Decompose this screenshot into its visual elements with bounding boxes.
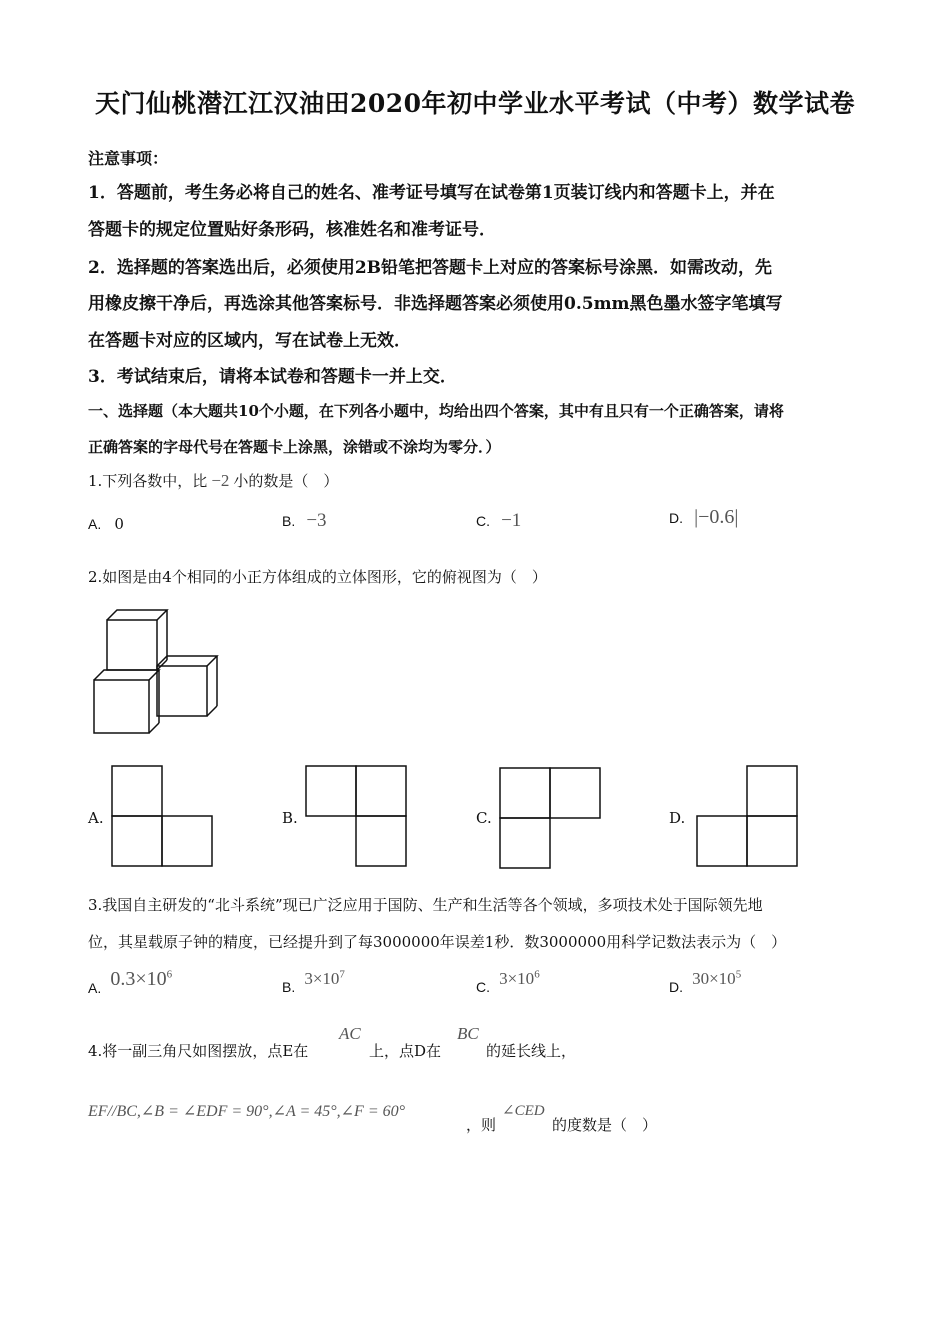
- q2-option-b-figure: [304, 764, 410, 868]
- question-4-tail: 的度数是（ ）: [552, 1116, 658, 1134]
- section-heading-line-1: 一、选择题（本大题共10个小题，在下列各小题中，均给出四个答案，其中有且只有一个正确答案，请将: [88, 402, 784, 420]
- option-exponent: 5: [735, 968, 742, 980]
- q3-option-b[interactable]: [282, 968, 345, 995]
- notice-heading: 注意事项：: [88, 149, 169, 168]
- option-letter: A.: [88, 516, 102, 532]
- notice-line-2b: 用橡皮擦干净后，再选涂其他答案标号．非选择题答案必须使用0.5mm黑色墨水签字笔填写: [88, 294, 783, 314]
- option-letter: D.: [669, 978, 683, 995]
- q3-option-a[interactable]: [88, 968, 173, 996]
- cube-figure: [88, 600, 228, 740]
- option-letter: A.: [88, 980, 102, 996]
- angle-ced: ∠CED: [502, 1103, 545, 1119]
- notice-line-1a: 1．答题前，考生务必将自己的姓名、准考证号填写在试卷第1页装订线内和答题卡上，并在: [88, 183, 775, 203]
- notice-line-1b: 答题卡的规定位置贴好条形码，核准姓名和准考证号．: [88, 220, 496, 240]
- q1-option-c[interactable]: [476, 510, 521, 532]
- option-letter: C.: [476, 978, 490, 995]
- q3-option-d[interactable]: [669, 968, 742, 995]
- option-letter: D.: [669, 510, 683, 526]
- question-3-line-1: 3.我国自主研发的“北斗系统”现已广泛应用于国防、生产和生活等各个领域，多项技术处于国际领先地: [88, 896, 763, 914]
- option-base: 30×10: [692, 968, 736, 988]
- question-1-suffix: 小的数是（ ）: [233, 472, 339, 490]
- option-base: 3×10: [304, 968, 340, 988]
- section-heading-line-2: 正确答案的字母代号在答题卡上涂黑，涂错或不涂均为零分．）: [88, 438, 501, 456]
- question-4-suffix: 的延长线上，: [486, 1042, 577, 1060]
- q2-option-b-label[interactable]: B.: [282, 809, 298, 827]
- notice-line-2a: 2．选择题的答案选出后，必须使用2B铅笔把答题卡上对应的答案标号涂黑．如需改动，先: [88, 258, 773, 278]
- notice-line-2c: 在答题卡对应的区域内，写在试卷上无效．: [88, 331, 411, 351]
- question-3-line-2: 位，其星载原子钟的精度，已经提升到了每3000000年误差1秒．数3000000用科学记数法表示为（ ）: [88, 933, 787, 951]
- q1-option-b[interactable]: [282, 510, 327, 532]
- question-4-then: ，则: [466, 1116, 497, 1134]
- option-base: 0.3×10: [110, 968, 167, 990]
- q2-option-a-label[interactable]: A.: [88, 809, 104, 827]
- option-letter: C.: [476, 513, 490, 529]
- option-value: −3: [306, 510, 327, 531]
- q2-option-d-figure: [695, 764, 801, 868]
- question-4-prefix: 4.将一副三角尺如图摆放，点E在: [88, 1042, 309, 1060]
- question-2: 2.如图是由4个相同的小正方体组成的立体图形，它的俯视图为（ ）: [88, 568, 547, 586]
- option-exponent: 6: [166, 968, 173, 981]
- segment-bc: BC: [457, 1024, 479, 1043]
- option-letter: B.: [282, 978, 296, 995]
- question-1-math: −2: [211, 471, 230, 490]
- q3-option-c[interactable]: [476, 968, 540, 995]
- q2-option-c-label[interactable]: C.: [476, 809, 492, 827]
- question-1-prefix: 1.下列各数中，比: [88, 472, 208, 490]
- option-value: |−0.6|: [694, 506, 739, 528]
- option-exponent: 6: [534, 968, 540, 980]
- page-title: 天门仙桃潜江江汉油田2020年初中学业水平考试（中考）数学试卷: [94, 89, 856, 118]
- notice-line-3: 3．考试结束后，请将本试卷和答题卡一并上交．: [88, 367, 457, 387]
- option-letter: B.: [282, 513, 296, 529]
- question-4-mid: 上，点D在: [369, 1042, 442, 1060]
- q2-option-c-figure: [498, 766, 604, 870]
- question-4-formula: EF//BC,∠B = ∠EDF = 90°,∠A = 45°,∠F = 60°: [88, 1103, 406, 1120]
- question-1: [88, 470, 338, 491]
- option-value: −1: [501, 510, 522, 531]
- q1-option-a[interactable]: [88, 514, 124, 533]
- q2-option-d-label[interactable]: D.: [669, 809, 686, 827]
- option-exponent: 7: [339, 968, 345, 980]
- option-value: 0: [114, 515, 124, 533]
- q2-option-a-figure: [110, 764, 216, 868]
- option-base: 3×10: [499, 968, 535, 988]
- segment-ac: AC: [339, 1024, 361, 1043]
- q1-option-d[interactable]: [669, 506, 738, 529]
